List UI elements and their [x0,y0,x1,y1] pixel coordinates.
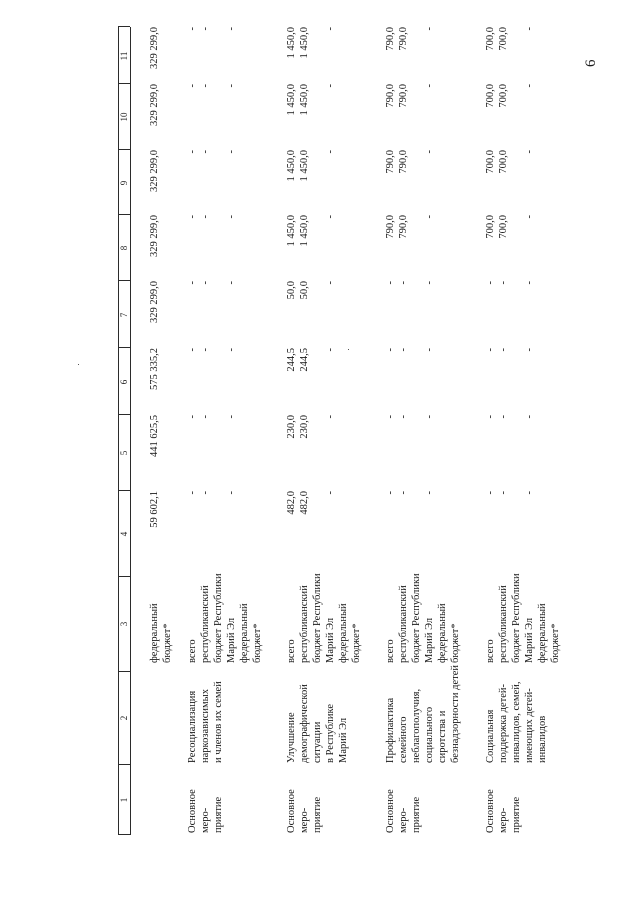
row-type: Основное меро- приятие [385,789,422,833]
row-value: 700,0 700,0 - [485,215,535,239]
row-value: - - - [485,348,535,352]
column-header: 8 [119,245,129,251]
row-value: 790,0 790,0 - [385,215,435,239]
row-value: - - - [485,415,535,419]
header-divider [118,214,130,215]
row-value: 1 450,0 1 450,0 - [286,215,336,247]
header-divider [118,834,130,835]
row-value: 1 450,0 1 450,0 - [286,150,336,182]
row-value: 1 450,0 1 450,0 - [286,27,336,59]
row-value: 790,0 790,0 - [385,150,435,174]
row-value: 230,0 230,0 - [286,415,336,439]
continuation-value: 575 335,2 [149,348,160,390]
row-value: - - - [187,281,237,285]
header-divider [118,347,130,348]
row-value: - - - [187,415,237,419]
row-type: Основное меро- приятие [187,789,224,833]
column-header: 5 [119,450,129,456]
row-title: Улучшение демографической ситуации в Республике Марий Эл [286,684,349,763]
row-value: 700,0 700,0 - [485,150,535,174]
column-header: 4 [119,531,129,537]
row-value: - - - [187,491,237,495]
header-divider [118,490,130,491]
header-divider [118,414,130,415]
row-value: 700,0 700,0 - [485,84,535,108]
row-value: 1 450,0 1 450,0 - [286,84,336,116]
row-source: всего республиканский бюджет Республики Марий Эл федеральный бюджет* [385,573,461,663]
column-header: 1 [119,797,129,803]
row-value: - - - [485,281,535,285]
row-type: Основное меро- приятие [286,789,323,833]
header-divider [118,764,130,765]
continuation-value: 329 299,0 [149,84,160,126]
row-value: - - - [385,491,435,495]
continuation-source: федеральный бюджет* [149,603,173,663]
continuation-value: 329 299,0 [149,281,160,323]
column-header: 11 [119,51,129,61]
header-bottom-line [130,27,131,835]
row-value: 790,0 790,0 - [385,84,435,108]
scan-speck [348,349,349,350]
row-value: - - - [187,150,237,154]
column-header: 9 [119,180,129,186]
row-value: - - - [385,415,435,419]
row-value: 482,0 482,0 - [286,491,336,515]
row-source: всего республиканский бюджет Республики Марий Эл федеральный бюджет* [485,573,561,663]
row-value: 50,0 50,0 - [286,281,336,300]
row-value: - - - [187,27,237,31]
row-value: - - - [385,348,435,352]
row-value: - - - [187,84,237,88]
header-divider [118,83,130,84]
column-header: 7 [119,312,129,318]
header-divider [118,576,130,577]
column-header: 3 [119,621,129,627]
column-header: 2 [119,715,129,721]
row-value: 244,5 244,5 - [286,348,336,372]
continuation-value: 59 602,1 [149,491,160,528]
row-value: - - - [385,281,435,285]
header-divider [118,671,130,672]
scan-speck [78,364,79,365]
column-header: 10 [119,112,129,122]
header-divider [118,26,130,27]
row-type: Основное меро- приятие [485,789,522,833]
row-title: Социальная поддержка детей- инвалидов, семей, имеющих детей- инвалидов [485,681,548,763]
row-title: Ресоциализация наркозависимых и членов их семей [187,681,224,763]
continuation-value: 329 299,0 [149,27,160,69]
continuation-value: 329 299,0 [149,150,160,192]
row-value: - - - [485,491,535,495]
row-value: 700,0 700,0 - [485,27,535,51]
row-source: всего республиканский бюджет Республики Марий Эл федеральный бюджет* [187,573,263,663]
row-title: Профилактика семейного неблагополучия, социального сиротства и безнадзорности детей [385,665,461,763]
page-number: 6 [583,59,599,67]
row-source: всего республиканский бюджет Республики Марий Эл федеральный бюджет* [286,573,362,663]
continuation-value: 441 625,5 [149,415,160,457]
header-divider [118,280,130,281]
column-header: 6 [119,379,129,385]
continuation-value: 329 299,0 [149,215,160,257]
row-value: - - - [187,348,237,352]
header-divider [118,149,130,150]
row-value: - - - [187,215,237,219]
row-value: 790,0 790,0 - [385,27,435,51]
